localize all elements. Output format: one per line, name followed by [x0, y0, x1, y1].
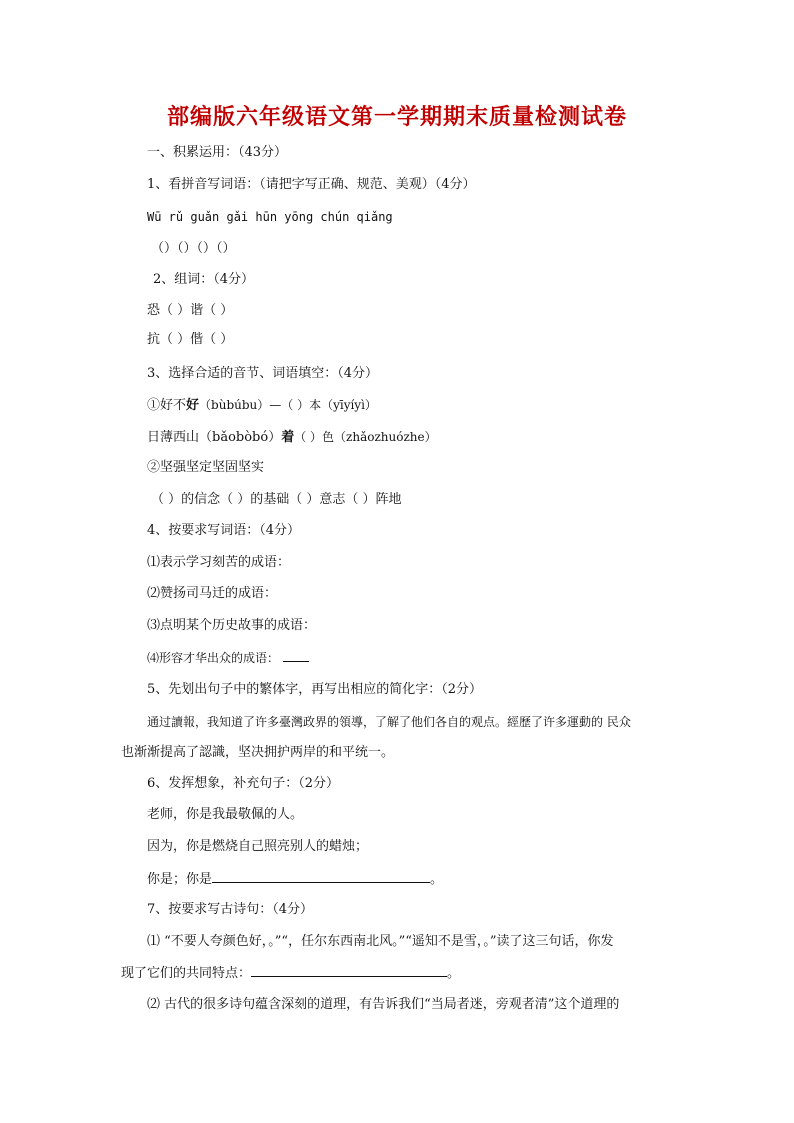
q4-heading: 4、按要求写词语：（4分） [147, 523, 301, 538]
q7-item1-cont [121, 964, 460, 983]
q3-line2-post: （ ）色（zhǎozhuózhe） [294, 430, 437, 444]
q7-item1-cont-post: 。 [447, 966, 461, 981]
q3-line3: ②坚强坚定坚固坚实 [147, 460, 265, 475]
q2-heading: 2、组词：（4分） [153, 272, 255, 287]
q4-item2: ⑵赞扬司马迁的成语： [147, 586, 278, 601]
q6-line3-blank [212, 870, 430, 883]
q1-answer-boxes: （）（）（）（） [151, 241, 236, 256]
q4-item4 [147, 649, 309, 667]
q7-item2: ⑵ 古代的很多诗句蕴含深刻的道理，有告诉我们“当局者迷，旁观者清”这个道理的 [147, 997, 620, 1012]
q1-heading: 1、看拼音写词语：（请把字写正确、规范、美观）（4分） [147, 177, 476, 192]
q4-item3: ⑶点明某个历史故事的成语： [147, 618, 317, 633]
q6-line2: 因为，你是燃烧自己照亮别人的蜡烛； [147, 839, 369, 854]
q4-item1: ⑴表示学习刻苦的成语： [147, 555, 291, 570]
q2-row2: 抗（ ）偕（ ） [147, 332, 234, 347]
q3-line1-post: （bùbúbu）—（ ）本（yīyíyì） [199, 398, 377, 412]
section-heading: 一、积累运用：（43分） [147, 145, 288, 160]
q7-item1: ⑴ “不要人夸颜色好，。”“，任尔东西南北风。”“遥知不是雪，。”读了这三句话，你发 [147, 934, 614, 949]
q3-line2-bold: 着 [281, 430, 295, 445]
q5-heading: 5、先划出句子中的繁体字，再写出相应的简化字：（2分） [147, 682, 483, 697]
q7-item1-cont-pre: 现了它们的共同特点： [121, 966, 252, 981]
q3-line1-pre: ①好不 [147, 398, 187, 413]
q4-item4-blank [283, 649, 309, 662]
page-title: 部编版六年级语文第一学期期末质量检测试卷 [166, 105, 627, 130]
q6-line3-pre: 你是；你是 [147, 872, 213, 887]
q5-text1: 通过讀報，我知道了许多臺灣政界的領導，了解了他们各自的观点。經歷了许多運動的 民众 [147, 715, 631, 729]
q5-text2: 也渐渐提高了認識，坚决拥护两岸的和平统一。 [121, 745, 395, 760]
q7-heading: 7、按要求写古诗句：（4分） [147, 902, 314, 917]
q6-line3 [147, 870, 443, 889]
q3-line2-pre: 日薄西山（bǎobòbó） [147, 430, 282, 445]
q3-heading: 3、选择合适的音节、词语填空：（4分） [147, 366, 379, 381]
q2-row1: 恐（ ）谐（ ） [147, 303, 234, 318]
q4-item4-text: ⑷形容才华出众的成语： [147, 651, 280, 665]
q6-heading: 6、发挥想象，补充句子：（2分） [147, 776, 340, 791]
q3-line4: （ ）的信念（ ）的基础（ ）意志（ ）阵地 [151, 492, 402, 507]
q6-line1: 老师，你是我最敬佩的人。 [147, 807, 304, 822]
q3-line1 [147, 396, 377, 415]
q7-item1-blank [251, 964, 447, 977]
q3-line2 [147, 428, 437, 447]
q3-line1-bold: 好 [186, 398, 200, 413]
q1-pinyin: Wū rǔ guǎn gǎi hūn yōng chún qiǎng [147, 210, 393, 224]
q6-line3-post: 。 [430, 872, 444, 887]
